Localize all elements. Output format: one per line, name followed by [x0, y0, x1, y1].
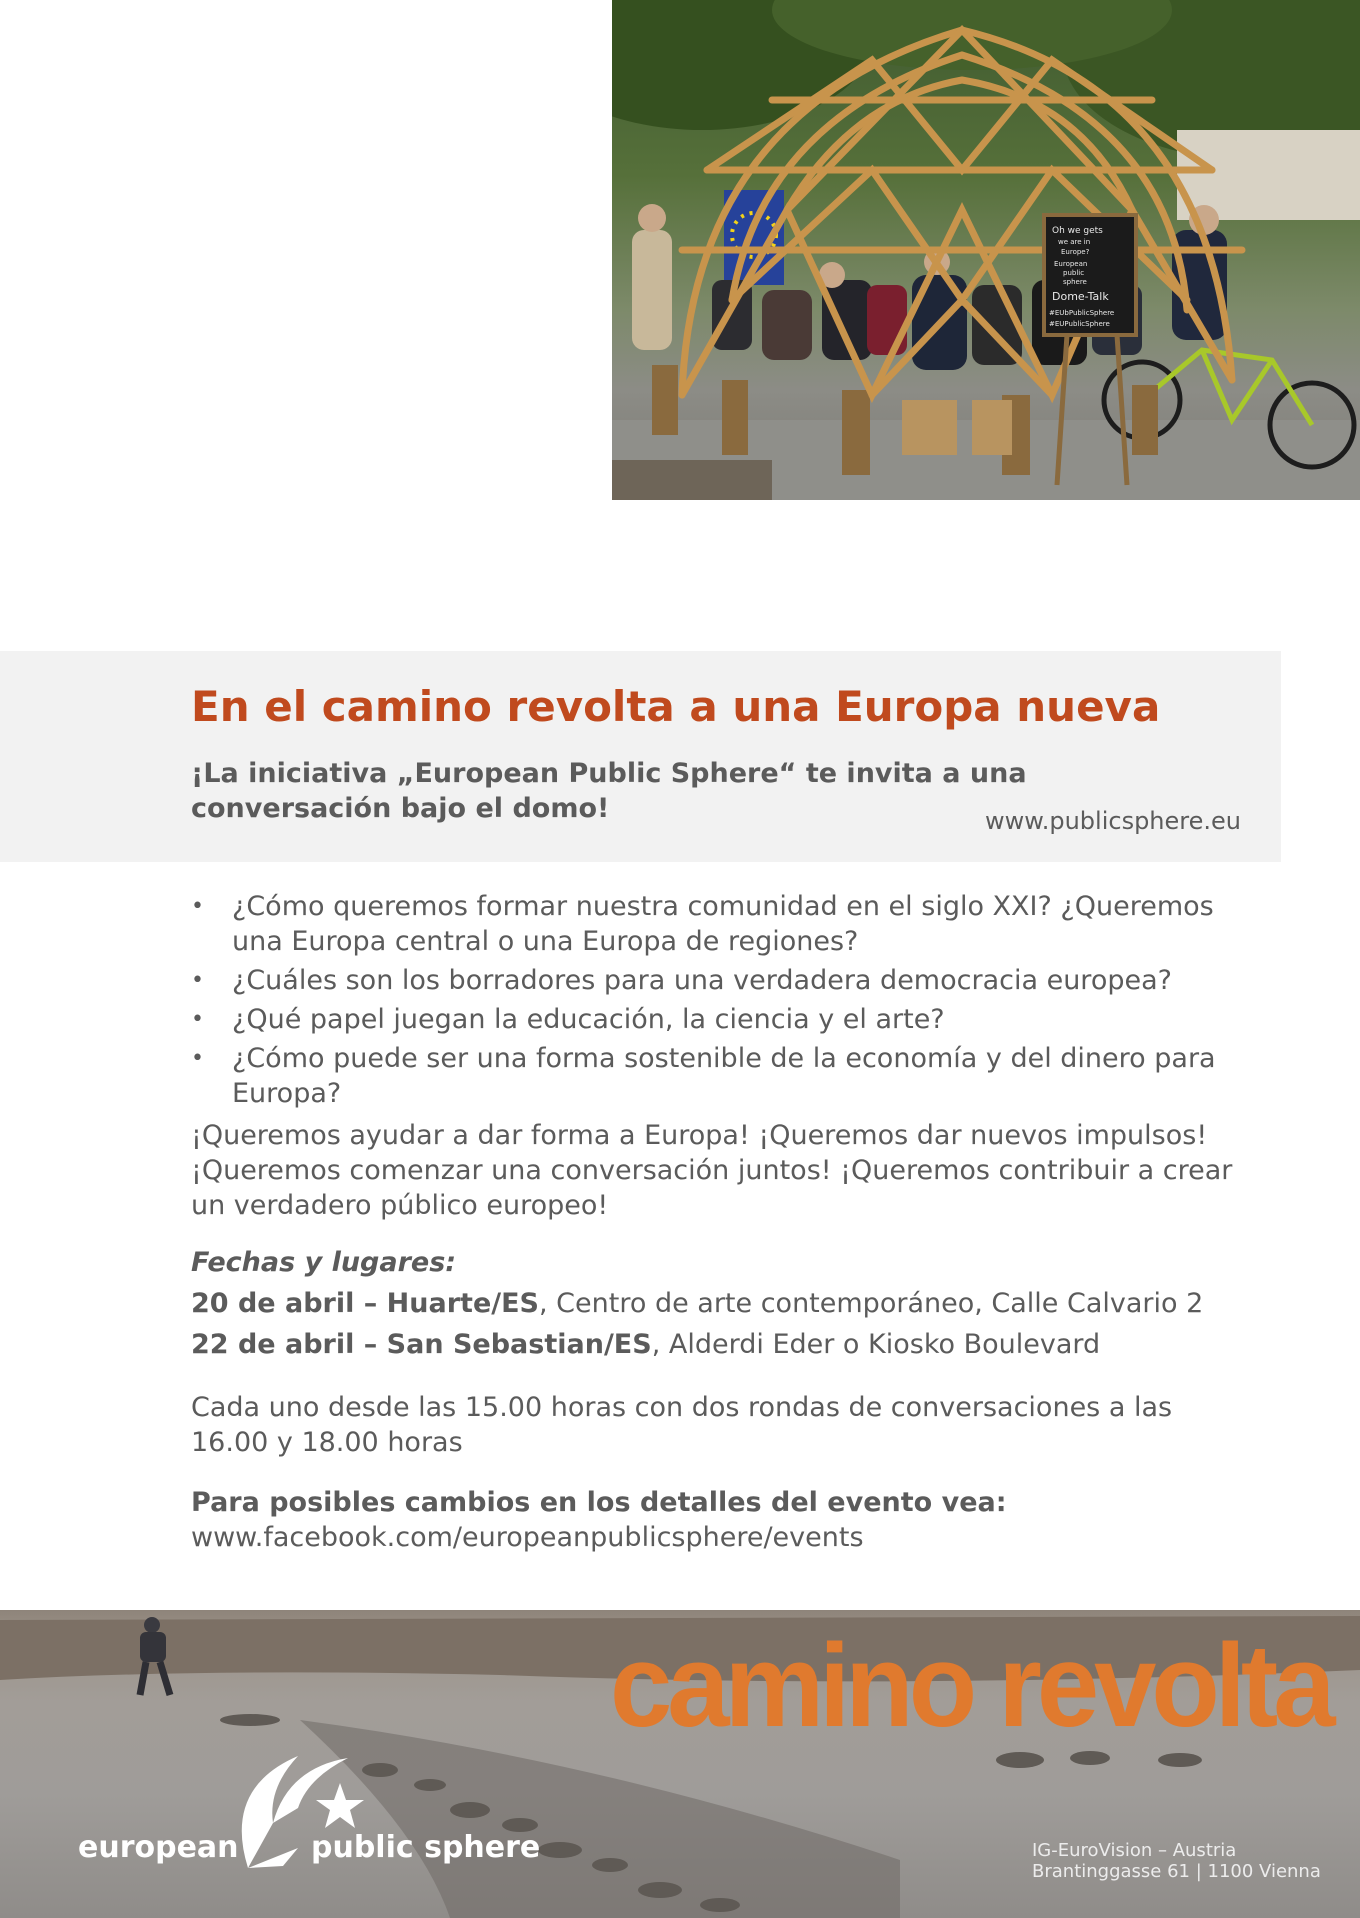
question-list — [191, 889, 1251, 1115]
list-item — [191, 963, 1251, 998]
chalkboard-line: Oh we gets — [1052, 226, 1103, 236]
european-public-sphere-logo — [78, 1748, 541, 1878]
grating — [612, 460, 772, 500]
page-subtitle: ¡La iniciativa „European Public Sphere“ te invita a una conversación bajo el domo! — [191, 758, 1027, 824]
address-line: IG-EuroVision – Austria — [1032, 1840, 1237, 1861]
address-line: Brantinggasse 61 | 1100 Vienna — [1032, 1861, 1321, 1882]
logo-word-european: european — [78, 1830, 239, 1865]
intro-paragraph: ¡Queremos ayudar a dar forma a Europa! ¡Queremos dar nuevos impulsos! ¡Queremos comenzar una conversación juntos! ¡Queremos contribuir a crear un verdadero público europeo! — [191, 1120, 1233, 1221]
date-entry — [191, 1329, 1100, 1360]
facebook-link[interactable]: www.facebook.com/europeanpublicsphere/events — [191, 1522, 864, 1553]
chalkboard-line: Dome-Talk — [1052, 290, 1109, 303]
chalkboard-line: we are in — [1058, 238, 1091, 246]
date-place: 22 de abril – San Sebastian/ES — [191, 1329, 652, 1360]
bullet: • — [191, 1046, 204, 1071]
chalkboard-line: public — [1063, 269, 1085, 277]
chalkboard-line: sphere — [1063, 278, 1087, 286]
date-entry — [191, 1288, 1203, 1319]
bullet: • — [191, 1007, 204, 1032]
chalkboard-line: European — [1054, 260, 1088, 268]
date-venue: , Alderdi Eder o Kiosko Boulevard — [651, 1329, 1101, 1360]
schedule-text: Cada uno desde las 15.00 horas con dos rondas de conversaciones a las 16.00 y 18.00 horas — [191, 1392, 1173, 1458]
campaign-title: camino revolta — [610, 1620, 1331, 1752]
chalkboard-line: #EUbPublicSphere — [1049, 309, 1115, 317]
chalkboard-line: #EUPublicSphere — [1049, 320, 1110, 328]
bullet: • — [191, 894, 204, 919]
chalkboard-line: Europe? — [1061, 248, 1090, 256]
logo-word-public-sphere: public sphere — [311, 1830, 541, 1865]
list-item — [191, 1002, 1251, 1037]
dome-photo-illustration — [612, 0, 1360, 500]
date-place: 20 de abril – Huarte/ES — [191, 1288, 540, 1319]
question-text: ¿Qué papel juegan la educación, la ciencia y el arte? — [232, 1004, 945, 1035]
list-item — [191, 1041, 1251, 1111]
changes-heading: Para posibles cambios en los detalles del evento vea: — [191, 1487, 1007, 1518]
question-text: ¿Cómo puede ser una forma sostenible de la economía y del dinero para Europa? — [232, 1043, 1216, 1109]
dome-photo — [612, 0, 1360, 500]
list-item — [191, 889, 1251, 959]
website-link[interactable]: www.publicsphere.eu — [985, 807, 1241, 835]
question-text: ¿Cuáles son los borradores para una verdadera democracia europea? — [232, 965, 1172, 996]
page-title: En el camino revolta a una Europa nueva — [191, 682, 1161, 731]
bullet: • — [191, 968, 204, 993]
dates-heading: Fechas y lugares: — [191, 1247, 457, 1278]
question-text: ¿Cómo queremos formar nuestra comunidad en el siglo XXI? ¿Queremos una Europa central o una Europa de regiones? — [232, 891, 1214, 957]
date-venue: , Centro de arte contemporáneo, Calle Calvario 2 — [539, 1288, 1204, 1319]
organisation-address — [1032, 1840, 1321, 1882]
